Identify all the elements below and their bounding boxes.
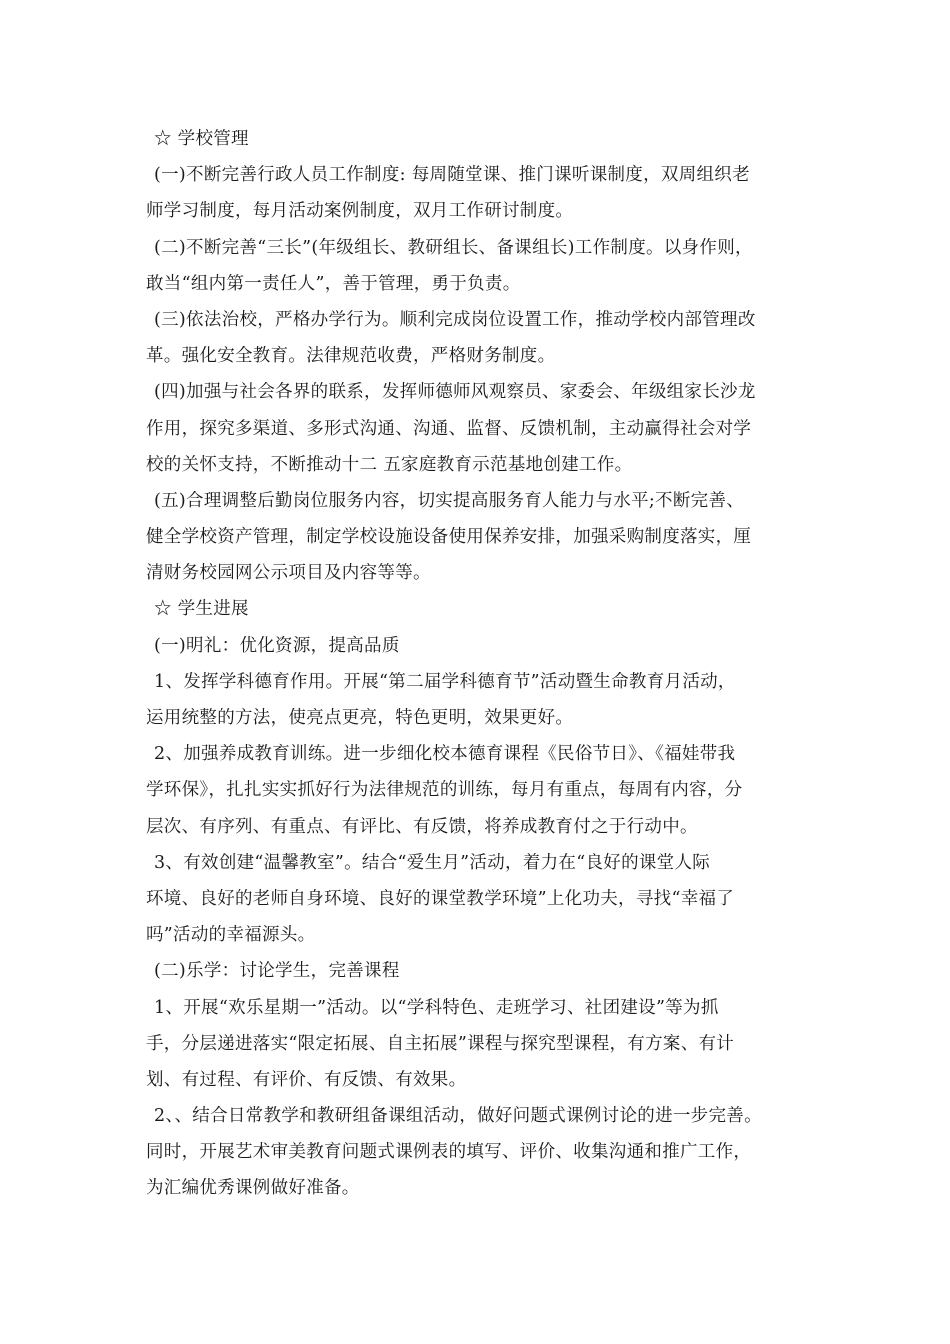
paragraph-line: 手，分层递进落实“限定拓展、自主拓展”课程与探究型课程，有方案、有计 (146, 1033, 735, 1054)
paragraph-line: (二)不断完善“三长”(年级组长、教研组长、备课组长)工作制度。以身作则， (154, 237, 753, 258)
paragraph-line: 吗”活动的幸福源头。 (146, 925, 316, 946)
paragraph-line: (四)加强与社会各界的联系，发挥师德师风观察员、家委会、年级组家长沙龙 (154, 382, 756, 403)
paragraph-line: 学环保》，扎扎实实抓好行为法律规范的训练，每月有重点，每周有内容，分 (146, 780, 743, 801)
subsection-heading: (二)乐学：讨论学生，完善课程 (154, 961, 400, 982)
paragraph-line: 3、有效创建“温馨教室”。结合“爱生月”活动，着力在“良好的课堂人际 (154, 852, 711, 873)
paragraph-line: 为汇编优秀课例做好准备。 (146, 1178, 360, 1199)
paragraph-line: 师学习制度，每月活动案例制度，双月工作研讨制度。 (146, 201, 574, 222)
paragraph-line: 运用统整的方法，使亮点更亮，特色更明，效果更好。 (146, 708, 574, 728)
paragraph-line: (三)依法治校，严格办学行为。顺利完成岗位设置工作，推动学校内部管理改 (154, 309, 756, 330)
paragraph-line: (一)不断完善行政人员工作制度: 每周随堂课、推门课听课制度，双周组织老 (154, 165, 750, 186)
section-heading-student-development: ☆ 学生进展 (154, 599, 249, 620)
paragraph-line: 健全学校资产管理，制定学校设施设备使用保养安排，加强采购制度落实，厘 (146, 527, 752, 548)
section-heading-school-management: ☆ 学校管理 (154, 129, 249, 149)
paragraph-line: (五)合理调整后勤岗位服务内容，切实提高服务育人能力与水平;不断完善、 (154, 490, 745, 511)
paragraph-line: 划、有过程、有评价、有反馈、有效果。 (146, 1069, 467, 1090)
paragraph-line: 2、加强养成教育训练。进一步细化校本德育课程《民俗节日》、《福娃带我 (154, 744, 736, 765)
paragraph-line: 环境、良好的老师自身环境、良好的课堂教学环境”上化功夫，寻找“幸福了 (146, 888, 735, 909)
paragraph-line: 校的关怀支持，不断推动十二 五家庭教育示范基地创建工作。 (146, 454, 633, 475)
paragraph-line: 层次、有序列、有重点、有评比、有反馈，将养成教育付之于行动中。 (146, 816, 698, 837)
paragraph-line: 革。强化安全教育。法律规范收费，严格财务制度。 (146, 346, 556, 367)
document-body (146, 121, 826, 1207)
paragraph-line: 2、、结合日常教学和教研组备课组活动，做好问题式课例讨论的进一步完善。 (154, 1106, 762, 1127)
paragraph-line: 作用，探究多渠道、多形式沟通、沟通、监督、反馈机制，主动赢得社会对学 (146, 418, 752, 439)
paragraph-line: 敢当“组内第一责任人”，善于管理，勇于负责。 (146, 273, 521, 294)
subsection-heading: (一)明礼：优化资源，提高品质 (154, 635, 400, 656)
paragraph-line: 同时，开展艺术审美教育问题式课例表的填写、评价、收集沟通和推广工作， (146, 1142, 752, 1163)
paragraph-line: 1、发挥学科德育作用。开展“第二届学科德育节”活动暨生命教育月活动， (154, 671, 736, 692)
paragraph-line: 1、开展“欢乐星期一”活动。以“学科特色、走班学习、社团建设”等为抓 (154, 997, 719, 1018)
paragraph-line: 清财务校园网公示项目及内容等等。 (146, 563, 431, 584)
